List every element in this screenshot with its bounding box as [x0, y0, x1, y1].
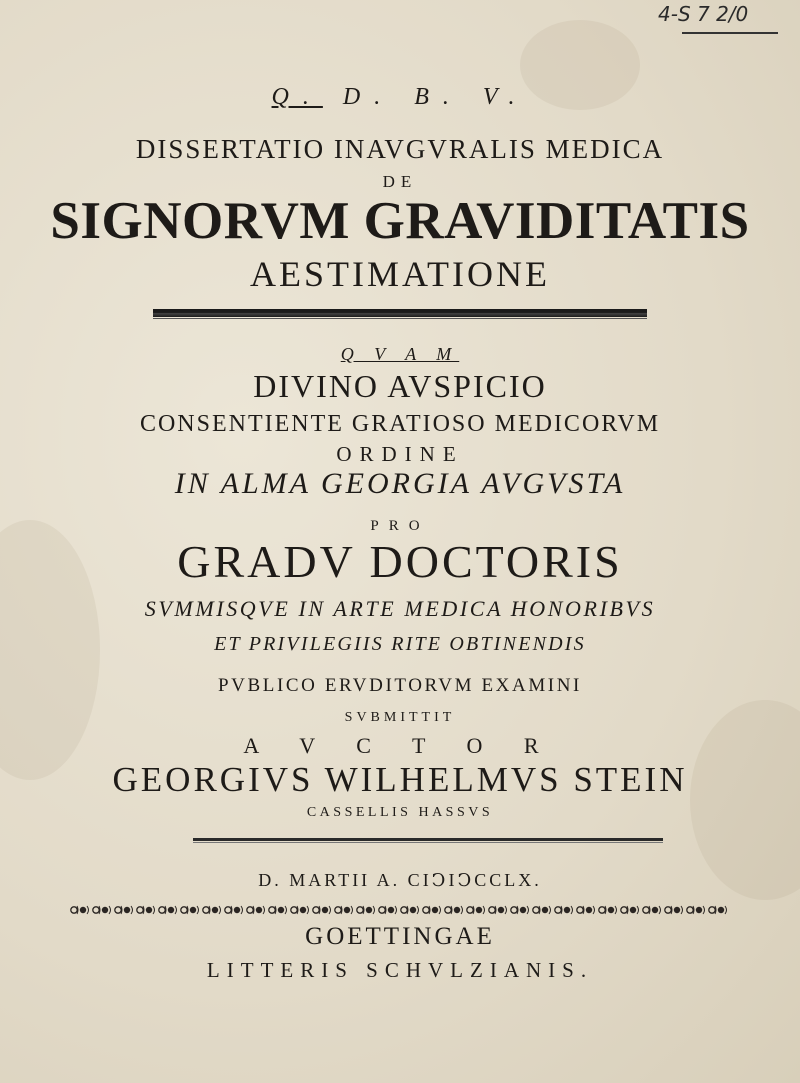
shelfmark-underline [682, 32, 778, 34]
title-sub: AESTIMATIONE [250, 254, 550, 294]
gradv-doctoris-line: GRADV DOCTORIS [177, 536, 623, 587]
shelfmark-text: 4-S 7 2/0 [658, 2, 749, 26]
ornament-svg [68, 903, 732, 917]
ornament-fleuron [401, 906, 419, 914]
shelfmark [658, 2, 788, 38]
invocation-d: D. [342, 84, 395, 110]
printers-ornament-border [68, 903, 732, 917]
thick-rule [153, 309, 647, 317]
invocation-q: Q. [271, 84, 323, 110]
ornament-fleuron [687, 906, 705, 914]
imprint-date: D. MARTII A. CIↃIↃCCLX. [258, 870, 542, 890]
invocation-b: B. [414, 84, 463, 110]
ornament-fleuron [643, 906, 661, 914]
title-line-dissertatio: DISSERTATIO INAVGVRALIS MEDICA [135, 134, 665, 164]
ornament-fleuron [181, 906, 199, 914]
svbmittit-line: SVBMITTIT [344, 710, 456, 725]
ornament-fleuron [599, 906, 617, 914]
qvam-line [0, 344, 800, 365]
ornament-fleuron [225, 906, 243, 914]
ornament-fleuron [621, 906, 639, 914]
imprint-printer: LITTERIS SCHVLZIANIS. [206, 958, 594, 982]
ornament-fleuron [445, 906, 463, 914]
ornament-fleuron [379, 906, 397, 914]
ornament-fleuron [313, 906, 331, 914]
pvblico-line: PVBLICO ERVDITORVM EXAMINI [218, 675, 582, 696]
ornament-fleuron [511, 906, 529, 914]
ornament-fleuron [203, 906, 221, 914]
qvam-text: Q V A M [340, 344, 460, 364]
ordine-line: ORDINE [336, 442, 464, 466]
ornament-fleuron [489, 906, 507, 914]
invocation-qdbv [0, 84, 800, 111]
consentiente-line: CONSENTIENTE GRATIOSO MEDICORVM [139, 411, 661, 437]
pro-line: PRO [370, 518, 430, 534]
divino-line: DIVINO AVSPICIO [253, 368, 547, 404]
invocation-v: V. [482, 84, 529, 110]
ornament-fleuron [71, 906, 89, 914]
ornament-fleuron [335, 906, 353, 914]
ornament-fleuron [467, 906, 485, 914]
thin-rule [153, 318, 647, 319]
ornament-fleuron [269, 906, 287, 914]
title-line-de: DE [382, 172, 418, 191]
ornament-fleuron [423, 906, 441, 914]
lower-rule-thin [193, 842, 663, 843]
ornament-fleuron [357, 906, 375, 914]
ornament-fleuron [115, 906, 133, 914]
ornament-fleuron [159, 906, 177, 914]
ornament-fleuron [93, 906, 111, 914]
imprint-place: GOETTINGAE [305, 923, 495, 950]
ornament-fleuron [555, 906, 573, 914]
title-main: SIGNORVM GRAVIDITATIS [50, 192, 750, 250]
privilegiis-line: ET PRIVILEGIIS RITE OBTINENDIS [214, 633, 586, 655]
svmmisqve-line: SVMMISQVE IN ARTE MEDICA HONORIBVS [144, 596, 656, 621]
ornament-fleuron [665, 906, 683, 914]
ornament-fleuron [291, 906, 309, 914]
ornament-fleuron [577, 906, 595, 914]
ornament-fleuron [247, 906, 265, 914]
ornament-fleuron [533, 906, 551, 914]
avctor-line: A V C T O R [243, 733, 557, 758]
author-name: GEORGIVS WILHELMVS STEIN [112, 760, 688, 799]
ornament-fleuron [709, 906, 727, 914]
lower-rule [193, 838, 663, 841]
author-origin: CASSELLIS HASSVS [306, 805, 494, 820]
in-alma-line: IN ALMA GEORGIA AVGVSTA [174, 467, 626, 500]
ornament-fleuron [137, 906, 155, 914]
